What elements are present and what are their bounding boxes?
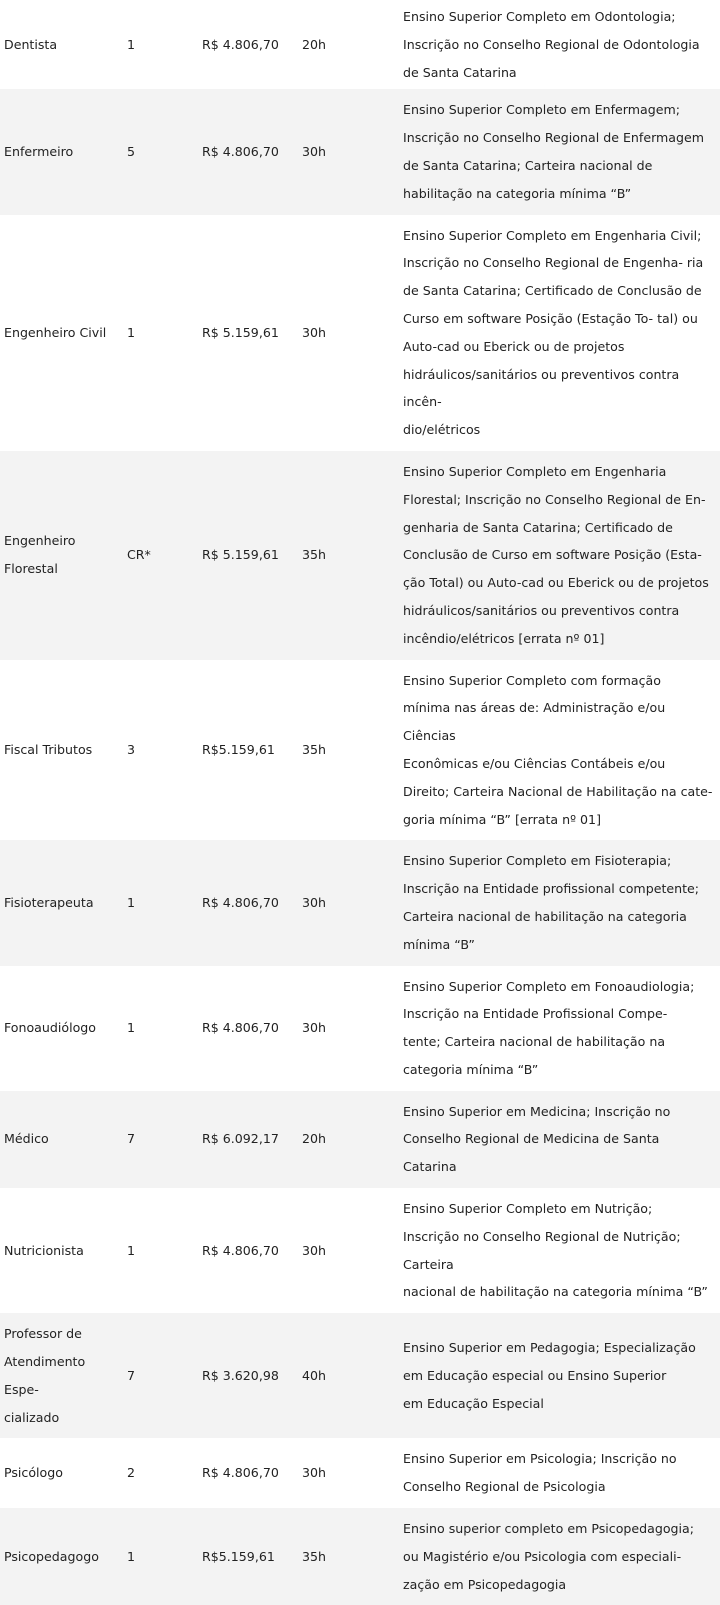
requisito-line: Econômicas e/ou Ciências Contábeis e/ou xyxy=(403,755,666,771)
requisito-line: Ensino Superior Completo em Odontologia; xyxy=(403,9,676,24)
vagas-cell: 7 xyxy=(123,1091,198,1188)
vencimento-cell: R$ 6.092,17 xyxy=(198,1091,298,1188)
requisito-line: tente; Carteira nacional de habilitação na xyxy=(403,1034,666,1050)
requisito-line: Ensino Superior Completo em Enfermagem; xyxy=(403,102,680,118)
table-row xyxy=(0,1508,720,1605)
vencimento-cell: R$ 5.159,61 xyxy=(198,215,298,451)
requisito-line: Ensino Superior Completo em Nutrição; xyxy=(403,1201,653,1217)
cargo-line: Fisioterapeuta xyxy=(4,895,94,910)
cargo-line: Professor de xyxy=(4,1326,82,1342)
requisito-line: Direito; Carteira Nacional de Habilitação na cate- xyxy=(403,783,713,799)
cargo-cell xyxy=(0,0,123,89)
cargo-line: Enfermeiro xyxy=(4,144,74,160)
requisito-line: de Santa Catarina xyxy=(403,64,517,80)
vagas-cell: 1 xyxy=(123,966,198,1091)
requisito-line: Catarina xyxy=(403,1159,457,1175)
cargo-line: Dentista xyxy=(4,36,58,52)
cargo-cell xyxy=(0,1508,123,1605)
requisito-line: hidráulicos/sanitários ou preventivos contra xyxy=(403,602,680,618)
requisitos-cell xyxy=(398,1438,720,1508)
requisito-line: ção Total) ou Auto-cad ou Eberick ou de projetos xyxy=(403,575,709,591)
requisito-line: Conselho Regional de Medicina de Santa xyxy=(403,1131,660,1147)
cargo-line: Psicopedagogo xyxy=(4,1548,99,1564)
cargo-line: Psicólogo xyxy=(4,1465,63,1481)
cargo-cell xyxy=(0,1188,123,1313)
table-row xyxy=(0,660,720,841)
requisitos-cell xyxy=(398,451,720,660)
carga-horaria-cell: 35h xyxy=(298,660,398,841)
requisito-line: hidráulicos/sanitários ou preventivos contra xyxy=(403,366,680,382)
requisitos-cell xyxy=(398,966,720,1091)
carga-horaria-cell: 35h xyxy=(298,1508,398,1605)
requisitos-cell xyxy=(398,840,720,965)
vagas-cell: 2 xyxy=(123,1438,198,1508)
requisito-line: Ensino Superior Completo em Fonoaudiologia; xyxy=(403,978,695,994)
requisito-line: Ensino Superior Completo com formação xyxy=(403,672,661,688)
requisitos-cell xyxy=(398,0,720,89)
requisito-line: Inscrição na Entidade Profissional Compe- xyxy=(403,1006,668,1022)
cargo-cell xyxy=(0,840,123,965)
cargo-cell xyxy=(0,451,123,660)
requisito-line: Conselho Regional de Psicologia xyxy=(403,1479,606,1495)
cargo-line: Espe- xyxy=(4,1381,39,1397)
requisito-line: Ensino superior completo em Psicopedagogia; xyxy=(403,1521,695,1537)
vencimento-cell: R$ 4.806,70 xyxy=(198,966,298,1091)
requisito-line: incên- xyxy=(403,394,442,410)
cargo-cell xyxy=(0,89,123,214)
requisito-line: em Educação especial ou Ensino Superior xyxy=(403,1367,667,1383)
vencimento-cell: R$5.159,61 xyxy=(198,1508,298,1605)
vagas-cell: 1 xyxy=(123,1508,198,1605)
carga-horaria-cell: 30h xyxy=(298,1188,398,1313)
requisitos-cell xyxy=(398,660,720,841)
table-row xyxy=(0,0,720,89)
cargo-cell xyxy=(0,1091,123,1188)
cargo-line: Nutricionista xyxy=(4,1242,84,1258)
cargo-line: cializado xyxy=(4,1409,60,1425)
requisito-line: categoria mínima “B” xyxy=(403,1061,539,1077)
requisito-line: Conclusão de Curso em software Posição (Esta- xyxy=(403,547,702,563)
requisito-line: Inscrição no Conselho Regional de Nutrição; xyxy=(403,1228,681,1244)
vagas-cell: 1 xyxy=(123,215,198,451)
table-row xyxy=(0,1438,720,1508)
carga-horaria-cell: 30h xyxy=(298,966,398,1091)
vencimento-cell: R$ 4.806,70 xyxy=(198,1188,298,1313)
vagas-cell: CR* xyxy=(123,451,198,660)
requisitos-cell xyxy=(398,89,720,214)
requisito-line: Inscrição no Conselho Regional de Odontologia xyxy=(403,36,700,52)
requisito-line: mínima nas áreas de: Administração e/ou xyxy=(403,700,666,716)
requisito-line: goria mínima “B” [errata nº 01] xyxy=(403,811,601,827)
carga-horaria-cell: 20h xyxy=(298,0,398,89)
carga-horaria-cell: 20h xyxy=(298,1091,398,1188)
requisito-line: Carteira xyxy=(403,1256,454,1272)
vencimento-cell: R$ 4.806,70 xyxy=(198,840,298,965)
requisito-line: Inscrição na Entidade profissional competente; xyxy=(403,881,700,897)
carga-horaria-cell: 30h xyxy=(298,1438,398,1508)
requisitos-cell xyxy=(398,1508,720,1605)
cargo-line: Atendimento xyxy=(4,1354,86,1370)
requisito-line: Ensino Superior Completo em Fisioterapia; xyxy=(403,853,672,869)
table-row xyxy=(0,89,720,214)
cargo-line: Florestal xyxy=(4,561,58,577)
table-row xyxy=(0,451,720,660)
requisito-line: Ciências xyxy=(403,728,456,744)
carga-horaria-cell: 30h xyxy=(298,89,398,214)
table-row xyxy=(0,840,720,965)
requisito-line: Ensino Superior em Medicina; Inscrição no xyxy=(403,1103,671,1119)
requisito-line: Ensino Superior Completo em Engenharia Civil; xyxy=(403,227,702,243)
vencimento-cell: R$ 4.806,70 xyxy=(198,0,298,89)
cargo-line: Engenheiro Civil xyxy=(4,324,107,340)
requisito-line: Ensino Superior em Pedagogia; Especialização xyxy=(403,1340,696,1356)
requisito-line: de Santa Catarina; Carteira nacional de xyxy=(403,157,653,173)
cargo-line: Fiscal Tributos xyxy=(4,742,93,758)
requisito-line: genharia de Santa Catarina; Certificado de xyxy=(403,519,673,535)
carga-horaria-cell: 40h xyxy=(298,1313,398,1438)
cargo-cell xyxy=(0,1313,123,1438)
vencimento-cell: R$ 4.806,70 xyxy=(198,89,298,214)
table-row xyxy=(0,1188,720,1313)
requisito-line: em Educação Especial xyxy=(403,1395,544,1411)
requisito-line: ou Magistério e/ou Psicologia com especiali- xyxy=(403,1548,682,1564)
requisito-line: Inscrição no Conselho Regional de Enfermagem xyxy=(403,130,705,146)
cargo-cell xyxy=(0,966,123,1091)
table-row xyxy=(0,966,720,1091)
requisito-line: de Santa Catarina; Certificado de Conclusão de xyxy=(403,283,702,299)
cargo-line: Engenheiro xyxy=(4,533,76,549)
requisitos-cell xyxy=(398,1313,720,1438)
requisito-line: zação em Psicopedagogia xyxy=(403,1576,567,1592)
requisitos-cell xyxy=(398,1091,720,1188)
cargo-line: Médico xyxy=(4,1131,49,1147)
requisito-line: habilitação na categoria mínima “B” xyxy=(403,185,632,201)
requisito-line: Ensino Superior Completo em Engenharia xyxy=(403,463,667,479)
requisito-line: mínima “B” xyxy=(403,936,475,952)
requisito-line: Curso em software Posição (Estação To- tal) ou xyxy=(403,310,698,326)
cargo-line: Fonoaudiólogo xyxy=(4,1020,96,1036)
requisito-line: Florestal; Inscrição no Conselho Regional de En- xyxy=(403,491,706,507)
vencimento-cell: R$ 4.806,70 xyxy=(198,1438,298,1508)
vagas-cell: 3 xyxy=(123,660,198,841)
requisitos-cell xyxy=(398,215,720,451)
vencimento-cell: R$5.159,61 xyxy=(198,660,298,841)
vagas-cell: 1 xyxy=(123,840,198,965)
carga-horaria-cell: 30h xyxy=(298,215,398,451)
vagas-cell: 1 xyxy=(123,0,198,89)
vencimento-cell: R$ 3.620,98 xyxy=(198,1313,298,1438)
requisito-line: Inscrição no Conselho Regional de Engenha- ria xyxy=(403,255,704,271)
cargo-cell xyxy=(0,215,123,451)
requisito-line: incêndio/elétricos [errata nº 01] xyxy=(403,630,605,646)
requisito-line: nacional de habilitação na categoria mínima “B” xyxy=(403,1284,708,1300)
requisito-line: Ensino Superior em Psicologia; Inscrição no xyxy=(403,1451,677,1467)
cargo-cell xyxy=(0,1438,123,1508)
vagas-cell: 1 xyxy=(123,1188,198,1313)
vencimento-cell: R$ 5.159,61 xyxy=(198,451,298,660)
vagas-cell: 5 xyxy=(123,89,198,214)
requisito-line: Carteira nacional de habilitação na categoria xyxy=(403,908,687,924)
vagas-cell: 7 xyxy=(123,1313,198,1438)
cargo-cell xyxy=(0,660,123,841)
carga-horaria-cell: 35h xyxy=(298,451,398,660)
carga-horaria-cell: 30h xyxy=(298,840,398,965)
table-row xyxy=(0,1313,720,1438)
requisito-line: dio/elétricos xyxy=(403,422,481,438)
requisitos-cell xyxy=(398,1188,720,1313)
table-row xyxy=(0,215,720,451)
table-row xyxy=(0,1091,720,1188)
requisito-line: Auto-cad ou Eberick ou de projetos xyxy=(403,338,625,354)
